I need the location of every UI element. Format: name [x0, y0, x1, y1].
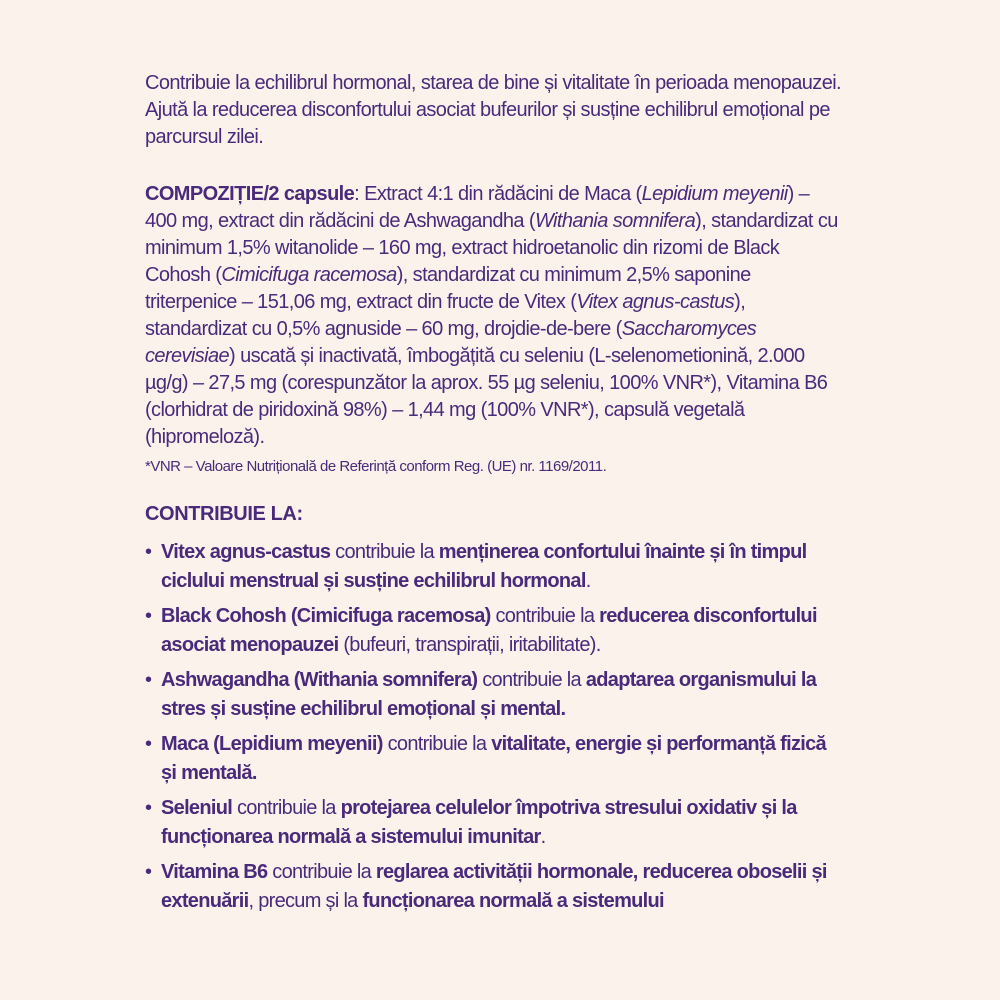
product-description	[145, 70, 845, 922]
composition-text	[145, 183, 838, 448]
latin-name: Lepidium meyenii	[641, 183, 788, 205]
benefit-highlight: Seleniul	[161, 797, 233, 819]
benefit-highlight: reducerea disconfortului asociat menopauzei	[161, 605, 817, 656]
benefit-text: contribuie la	[232, 797, 341, 819]
benefit-text: .	[540, 826, 546, 848]
bullet-icon: •	[145, 797, 152, 819]
benefit-highlight: Vitamina B6	[161, 861, 268, 883]
benefit-highlight: adaptarea organismului la stres și susține echilibrul emoțional și mental.	[161, 669, 817, 720]
benefits-list	[145, 538, 845, 916]
composition-segment: ) – 400 mg, extract din rădăcini de Ashwagandha (	[145, 183, 810, 232]
latin-name: Withania somnifera	[534, 210, 696, 232]
benefit-highlight: Vitex agnus-castus	[161, 541, 331, 563]
benefit-item	[145, 794, 845, 852]
benefit-highlight: protejarea celulelor împotriva stresului oxidativ și la funcționarea normală a sistemului imunitar	[161, 797, 797, 848]
intro-paragraph: Contribuie la echilibrul hormonal, starea de bine și vitalitate în perioada menopauzei. Ajută la reducerea disconfortului asociat bufeurilor și susține echilibrul emoțional pe parcursul zilei.	[145, 72, 842, 148]
benefit-highlight: reglarea activității hormonale, reducerea oboselii și extenuării	[161, 861, 827, 912]
benefit-item	[145, 666, 845, 724]
benefit-text: contribuie la	[490, 605, 600, 627]
bullet-icon: •	[145, 861, 152, 883]
benefit-text: (bufeuri, transpirații, iritabilitate).	[338, 634, 601, 656]
benefit-text: contribuie la	[267, 861, 376, 883]
benefit-highlight: Ashwagandha (Withania somnifera)	[161, 669, 478, 691]
bullet-icon: •	[145, 541, 152, 563]
latin-name: Vitex agnus-castus	[576, 291, 735, 313]
vnr-footnote: *VNR – Valoare Nutrițională de Referință conform Reg. (UE) nr. 1169/2011.	[145, 458, 607, 475]
composition-segment: ), standardizat cu 0,5% agnuside – 60 mg, drojdie-de-bere (	[145, 291, 746, 340]
benefit-text: contribuie la	[382, 733, 492, 755]
benefit-text: , precum și la	[248, 890, 363, 912]
bullet-icon: •	[145, 605, 152, 627]
composition-segment: ), standardizat cu minimum 2,5% saponine triterpenice – 151,06 mg, extract din fructe de Vitex (	[145, 264, 751, 313]
benefit-item	[145, 730, 845, 788]
benefits-title: CONTRIBUIE LA:	[145, 503, 303, 525]
benefit-highlight: funcționarea normală a sistemului	[362, 890, 664, 912]
benefit-item	[145, 538, 845, 596]
benefit-highlight: menținerea confortului înainte și în timpul ciclului menstrual și susține echilibrul hormonal	[161, 541, 807, 592]
latin-name: Saccharomyces cerevisiae	[145, 318, 757, 367]
benefit-highlight: Maca (Lepidium meyenii)	[161, 733, 383, 755]
benefit-highlight: Black Cohosh (Cimicifuga racemosa)	[161, 605, 491, 627]
bullet-icon: •	[145, 669, 152, 691]
bullet-icon: •	[145, 733, 152, 755]
benefit-item	[145, 858, 845, 916]
benefit-text: contribuie la	[330, 541, 439, 563]
latin-name: Cimicifuga racemosa	[221, 264, 397, 286]
benefit-highlight: vitalitate, energie și performanță fizică și mentală.	[161, 733, 826, 784]
composition-label: COMPOZIȚIE/2 capsule	[145, 183, 355, 205]
benefit-text: .	[585, 570, 591, 592]
composition-segment: ) uscată și inactivată, îmbogățită cu seleniu (L-selenometionină, 2.000 µg/g) – 27,5 mg (corespunzător la aprox. 55 µg seleniu, 100% VNR*), Vitamina B6 (clorhidrat de piridoxină 98%) – 1,44 mg (100% VNR*), capsulă vegetală (hipromeloză).	[145, 345, 828, 448]
composition-segment: ), standardizat cu minimum 1,5% witanolide – 160 mg, extract hidroetanolic din rizomi de Black Cohosh (	[145, 210, 838, 286]
composition-segment: : Extract 4:1 din rădăcini de Maca (	[354, 183, 642, 205]
benefit-text: contribuie la	[477, 669, 586, 691]
benefit-item	[145, 602, 845, 660]
composition-paragraph	[145, 181, 845, 451]
